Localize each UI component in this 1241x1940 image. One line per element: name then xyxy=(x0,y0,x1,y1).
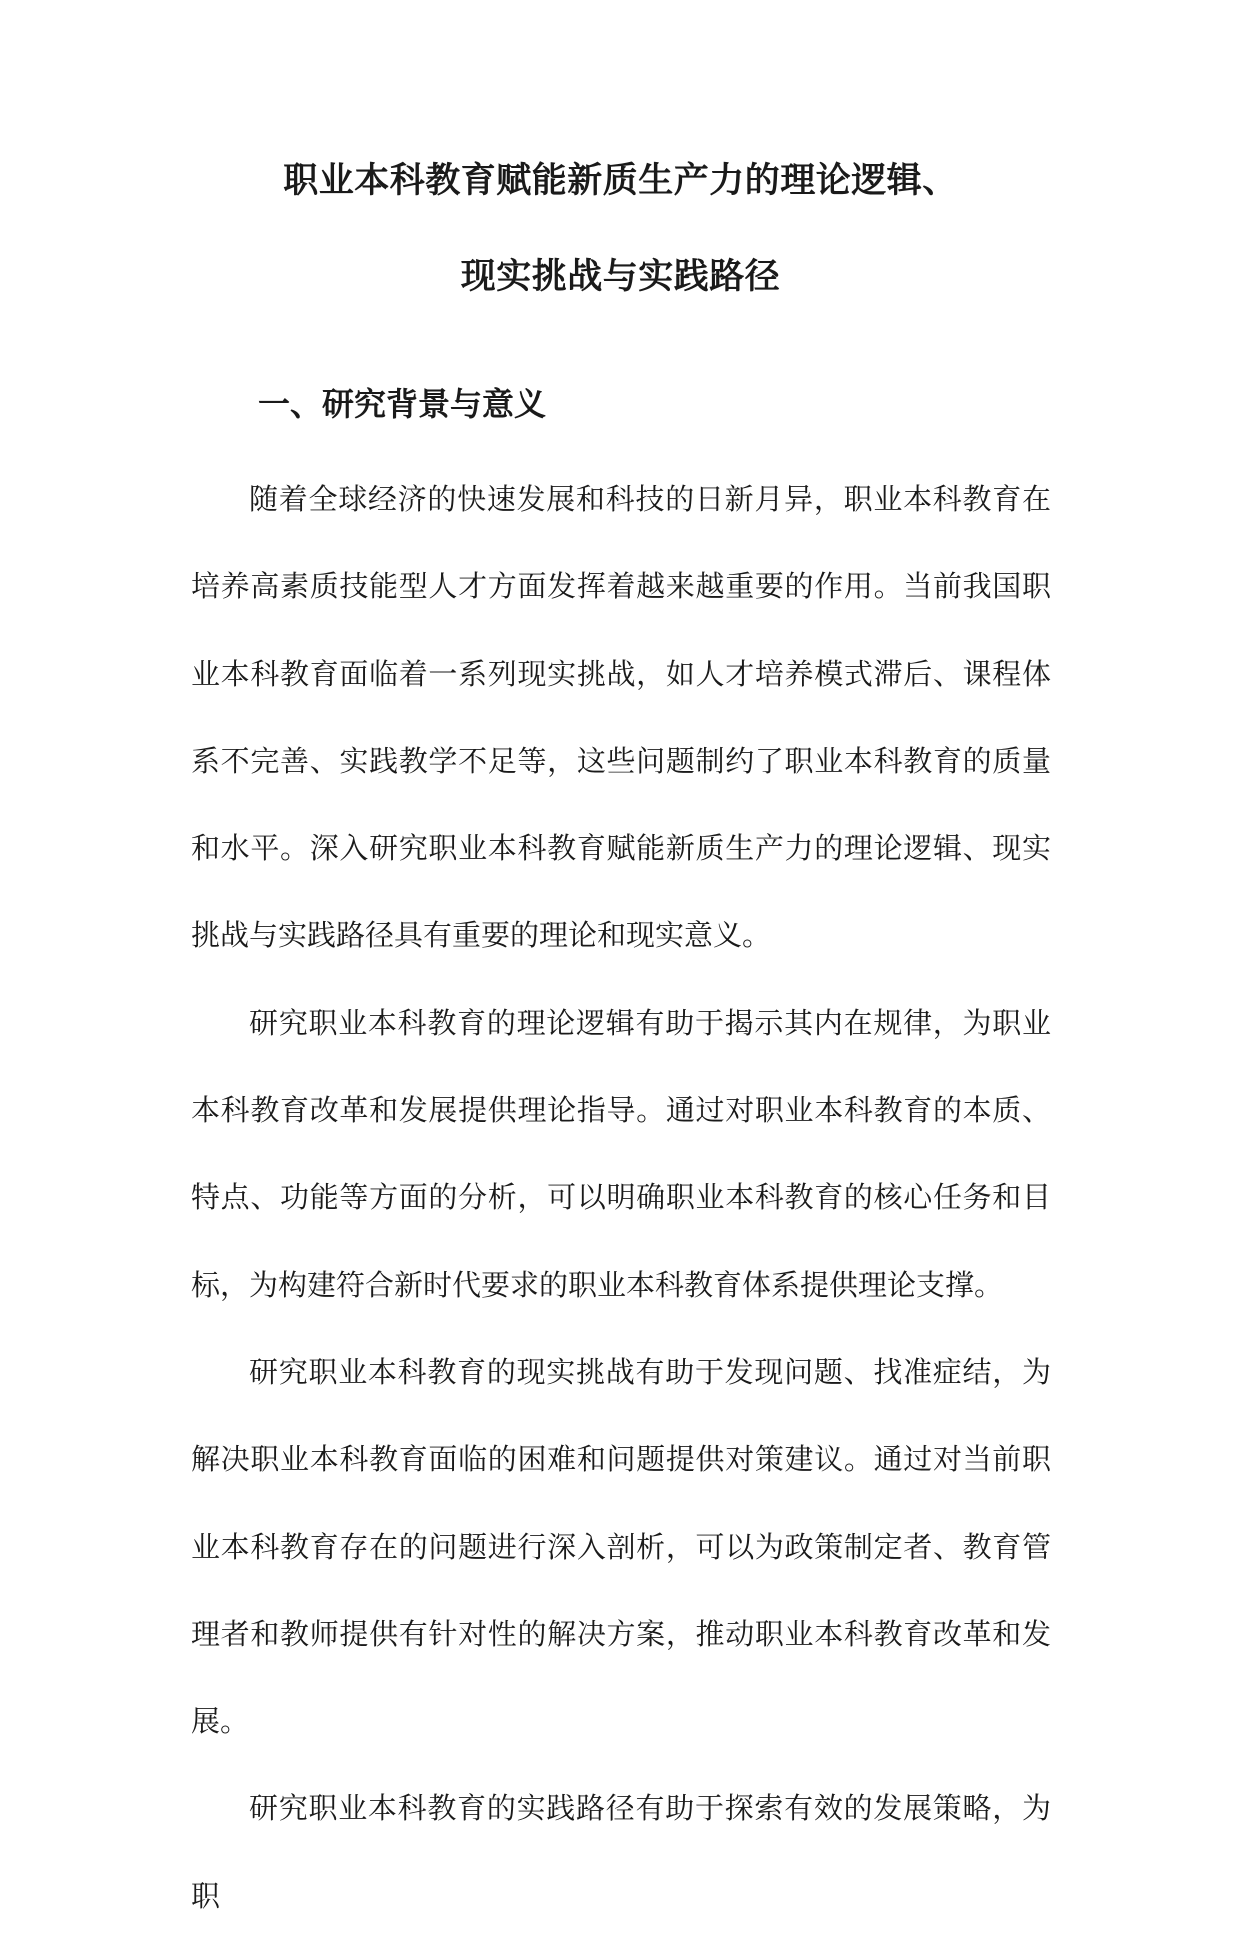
paragraph-background: 随着全球经济的快速发展和科技的日新月异，职业本科教育在培养高素质技能型人才方面发挥着越来越重要的作用。当前我国职业本科教育面临着一系列现实挑战，如人才培养模式滞后、课程体系不完善、实践教学不足等，这些问题制约了职业本科教育的质量和水平。深入研究职业本科教育赋能新质生产力的理论逻辑、现实挑战与实践路径具有重要的理论和现实意义。 xyxy=(191,482,1051,953)
body-text xyxy=(191,456,1051,1940)
document-title-line-1: 职业本科教育赋能新质生产力的理论逻辑、 xyxy=(283,161,958,201)
paragraph-real-challenges: 研究职业本科教育的现实挑战有助于发现问题、找准症结，为解决职业本科教育面临的困难和问题提供对策建议。通过对当前职业本科教育存在的问题进行深入剖析，可以为政策制定者、教育管理者和教师提供有针对性的解决方案，推动职业本科教育改革和发展。 xyxy=(191,1354,1051,1739)
section-heading: 一、研究背景与意义 xyxy=(258,385,547,423)
paragraph-practice-path: 研究职业本科教育的实践路径有助于探索有效的发展策略，为职 xyxy=(191,1791,1051,1913)
paragraph-theory-logic: 研究职业本科教育的理论逻辑有助于揭示其内在规律，为职业本科教育改革和发展提供理论指导。通过对职业本科教育的本质、特点、功能等方面的分析，可以明确职业本科教育的核心任务和目标，为构建符合新时代要求的职业本科教育体系提供理论支撑。 xyxy=(191,1005,1051,1302)
document-title-line-2: 现实挑战与实践路径 xyxy=(460,257,781,297)
